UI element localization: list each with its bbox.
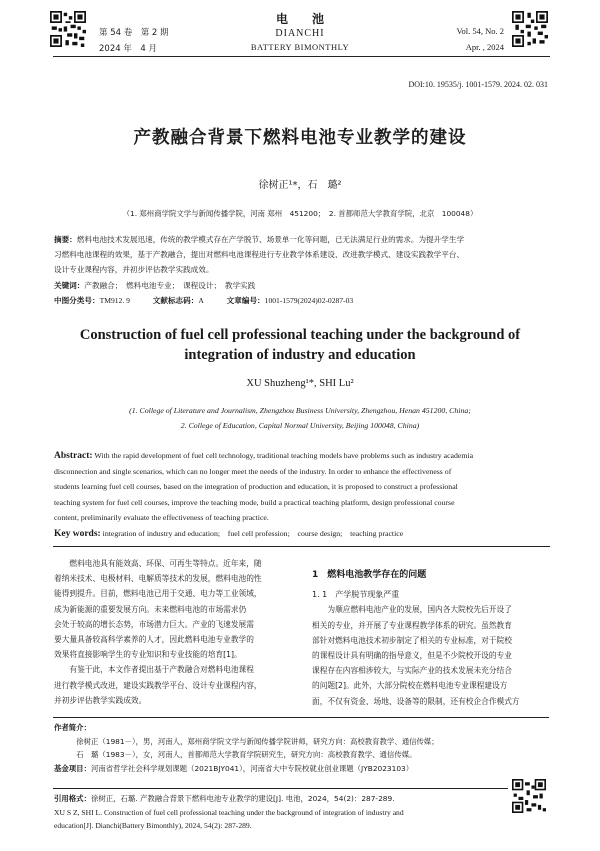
date-en: Apr. , 2024 <box>465 42 504 52</box>
body-line: 的课程设计具有明确的指导意义，但是不少院校开设的专业 <box>312 651 512 661</box>
abstract-cn-line: 设计专业课程内容，并初步评估教学实践成效。 <box>54 265 214 275</box>
keywords-en: integration of industry and education; fuel cell profession; course design; teaching practice <box>102 529 404 539</box>
affil-en-line: (1. College of Literature and Journalism, Zhengzhou Business University, Zhengzhou, Henan 451200, China; <box>129 406 471 415</box>
authors-cn: 徐树正¹*，石 璐² <box>258 180 342 191</box>
title-en-line: integration of industry and education <box>184 347 416 363</box>
doc-code: A <box>198 295 204 305</box>
abstract-cn-label: 摘要： <box>54 235 77 244</box>
keywords-en-label: Key words: <box>54 529 101 540</box>
abstract-en <box>54 448 550 542</box>
doc-code-label: 文献标志码： <box>152 295 199 305</box>
body-right-column <box>312 568 552 709</box>
body-line: 有鉴于此，本文作者提出基于产教融合对燃料电池课程 <box>69 665 254 675</box>
body-line: 部针对燃料电池技术初步制定了相关的专业标准，对于院校 <box>312 635 512 645</box>
qr-code-icon <box>512 779 546 813</box>
body-line: 效果将直接影响学生的专业知识和专业技能的培育[1]。 <box>54 650 242 660</box>
volume-issue-cn: 第 54 卷 第 2 期 <box>99 28 169 38</box>
article-number-label: 文章编号： <box>226 295 265 305</box>
fund-label: 基金项目： <box>54 763 91 773</box>
affil-en-line: 2. College of Education, Capital Normal University, Beijing 100048, China) <box>180 421 420 430</box>
author-bio-label: 作者简介： <box>54 723 91 732</box>
body-left-column <box>54 556 294 708</box>
section-heading: 1 燃料电池教学存在的问题 <box>312 570 427 580</box>
affiliations-cn: （1. 郑州商学院文学与新闻传播学院，河南 郑州 451200； 2. 首都师范大学教育学院，北京 100048） <box>122 209 478 218</box>
citation <box>54 792 509 833</box>
article-title-cn: 产教融合背景下燃料电池专业教学的建设 <box>133 128 467 148</box>
citation-rule <box>53 788 508 789</box>
abstract-cn-line: 习燃料电池课程的效果，基于产教融合，提出对燃料电池课程进行专业教学体系建设、改进教学模式、建设实践教学平台、 <box>54 250 465 260</box>
body-line: 并初步评估教学实践成效。 <box>54 695 147 705</box>
affiliations-en <box>0 403 600 433</box>
date-cn: 2024 年 4 月 <box>99 44 157 54</box>
body-line: 相关的专业，并开展了专业课程教学体系的研究。虽然教育 <box>312 620 512 630</box>
fund-text: 河南省哲学社会科学规划课题（2021BJY041），河南省大中专院校就业创业课题（JYB2023103） <box>90 763 414 773</box>
body-line: 要大量具备较高科学素养的人才，因此燃料电池专业教学的 <box>54 635 254 645</box>
header-rule <box>53 56 550 57</box>
abstract-en-label: Abstract: <box>54 451 93 461</box>
body-line: 着纳米技术、电极材料、电解质等技术的发展，燃料电池的性 <box>54 574 262 584</box>
body-line: 的问题[2]。此外，大部分院校在燃料电池专业课程建设方 <box>312 681 508 691</box>
author-bio-line: 石 璐（1983－），女，河南人，首都师范大学教育学院研究生，研究方向：高校教育教学、通信传媒。 <box>76 750 417 759</box>
journal-title-cn: 电 池 <box>275 12 324 26</box>
keywords-cn-label: 关键词： <box>54 280 85 290</box>
article-title-en <box>0 325 600 365</box>
clc-number: TM912. 9 <box>99 295 130 305</box>
abstract-en-line: content, preliminarily evaluate the effectiveness of teaching practice. <box>54 512 269 522</box>
body-line: 课程存在内容相涉较大，与实际产业的技术发展未充分结合 <box>312 666 512 676</box>
body-line: 成为新能源的重要发展方向。未来燃料电池的市场需求仍 <box>54 604 247 614</box>
abstract-en-line: With the rapid development of fuel cell technology, traditional teaching models have problems such as industry academia <box>94 451 474 460</box>
citation-en-line: education[J]. Dianchi(Battery Bimonthly), 2024, 54(2): 287-289. <box>54 821 252 830</box>
abstract-cn <box>54 232 550 308</box>
body-line: 进行教学模式改进，建设实践教学平台、设计专业课程内容， <box>54 680 262 690</box>
body-line: 能得到提升。目前，燃料电池已用于交通、电力等工业领域， <box>54 589 262 599</box>
abstract-cn-line: 燃料电池技术发展迅速，传统的教学模式存在产学脱节、场景单一化等问题，已无法满足行业的需求。为提升学生学 <box>76 235 465 244</box>
subsection-heading: 1. 1 产学脱节现象严重 <box>312 590 400 600</box>
body-line: 燃料电池具有能效高、环保、可再生等特点。近年来，随 <box>69 559 262 568</box>
citation-label: 引用格式： <box>54 794 91 803</box>
footnotes <box>54 721 550 775</box>
citation-cn: 徐树正，石璐. 产教融合背景下燃料电池专业教学的建设[J]. 电池，2024，54(2)：287-289. <box>90 794 395 803</box>
doi: DOI:10. 19535/j. 1001-1579. 2024. 02. 031 <box>408 80 548 89</box>
authors-en: XU Shuzheng¹*, SHI Lu² <box>246 378 354 389</box>
body-line: 会处于较高的增长态势，市场潜力巨大。产业的飞速发展需 <box>54 619 254 629</box>
body-line: 为顺应燃料电池产业的发展，国内各大院校先后开设了 <box>327 605 512 615</box>
body-line: 面，不仅有资金、场地、设备等的限制，还有校企合作模式方 <box>312 696 520 706</box>
abstract-en-line: disconnection and single scenarios, which can no longer meet the needs of the industry. In order to enhance the effectiveness of <box>54 467 452 477</box>
journal-title-en: DIANCHI <box>275 28 325 39</box>
keywords-cn: 产教融合； 燃料电池专业； 课程设计； 教学实践 <box>84 280 256 290</box>
citation-en-line: XU S Z, SHI L. Construction of fuel cell professional teaching under the background of integration of industry and <box>54 807 404 817</box>
footnote-rule <box>53 717 549 718</box>
clc-label: 中图分类号： <box>54 295 100 305</box>
author-bio-line: 徐树正（1981－），男，河南人，郑州商学院文学与新闻传播学院讲师，研究方向：高校教育教学、通信传媒； <box>76 736 439 746</box>
article-number: 1001-1579(2024)02-0287-03 <box>264 295 354 305</box>
abstract-en-line: students learning fuel cell courses, based on the integration of production and education, it is proposed to construct a professional <box>54 482 458 492</box>
journal-subtitle: BATTERY BIMONTHLY <box>250 42 350 52</box>
abstract-divider <box>53 546 550 547</box>
abstract-en-line: teaching system for fuel cell courses, improve the teaching mode, build a practical teaching platform, design professional course <box>54 497 455 507</box>
volume-issue-en: Vol. 54, No. 2 <box>456 26 504 36</box>
title-en-line: Construction of fuel cell professional teaching under the background of <box>79 327 521 343</box>
